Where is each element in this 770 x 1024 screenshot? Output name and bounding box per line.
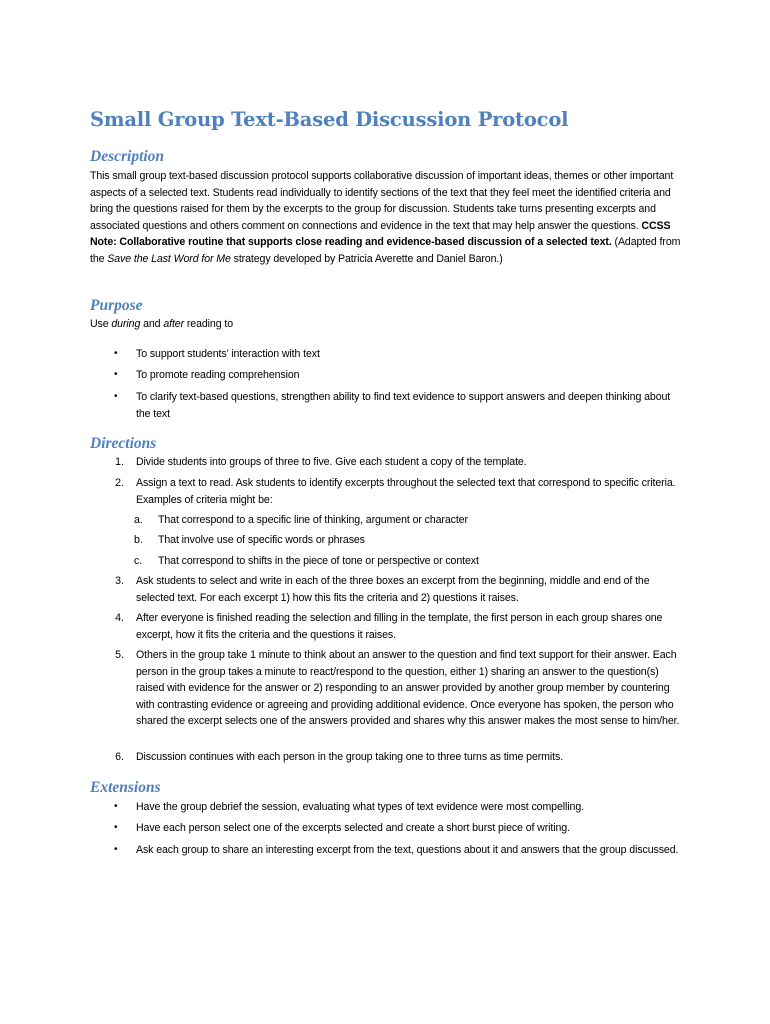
direction-number: 1 . [112, 454, 124, 471]
purpose-intro-during: during [111, 318, 141, 330]
purpose-heading: Purpose [90, 297, 143, 314]
direction-number: 6 . [112, 749, 124, 766]
direction-item: After everyone is finished reading the selection and filling in the template, the first person in each group shares one excerpt, how it fits the criteria and the questions it raises. [136, 612, 663, 641]
purpose-intro [90, 316, 233, 333]
direction-number: 5 . [112, 647, 124, 664]
purpose-item: To clarify text-based questions, strengthen ability to find text evidence to support answers and deepen thinking about the text [136, 391, 671, 420]
criteria-letter: a . [134, 512, 143, 529]
purpose-bullet-icon: • [114, 391, 118, 402]
extension-bullet-icon: • [114, 801, 118, 812]
extension-item: Have the group debrief the session, evaluating what types of text evidence were most compelling. [136, 801, 584, 813]
purpose-item: To support students’ interaction with text [136, 348, 320, 360]
description-heading: Description [90, 148, 165, 165]
direction-number: 4 . [112, 610, 124, 627]
extension-bullet-icon: • [114, 844, 118, 855]
strategy-title: Save the Last Word for Me [107, 252, 231, 265]
ccss-note: CCSS Note: Collaborative routine that supports close reading and evidence-based discussion of a selected text. [90, 219, 671, 249]
direction-item: Divide students into groups of three to five. Give each student a copy of the template. [136, 456, 527, 468]
adapted-credit-text: strategy developed by Patricia Averette and Daniel Baron.) [233, 252, 503, 265]
purpose-bullet-icon: • [114, 348, 118, 359]
direction-item: Discussion continues with each person in the group taking one to three turns as time permits. [136, 751, 564, 763]
extension-item: Ask each group to share an interesting excerpt from the text, questions about it and answers that the group discussed. [136, 844, 679, 856]
criteria-item: That correspond to shifts in the piece of tone or perspective or context [158, 555, 479, 567]
extension-bullet-icon: • [114, 822, 118, 833]
purpose-intro-after: after [163, 318, 185, 330]
direction-item: Others in the group take 1 minute to think about an answer to the question and find text support for their answer. Each person in the group takes a minute to react/respond to the question, either 1) sharing an answer to the question(s) raised with evidence for the answer or 2) responding to an answer provided by another group member by countering with contrasting evidence or agreeing and providing additional evidence. Once everyone has spoken, the person who shared the excerpt selects one of the answers provided and shares why this answer makes the most sense to him/her. [136, 649, 680, 728]
criteria-letter: b . [134, 532, 143, 549]
extensions-heading: Extensions [90, 779, 161, 796]
criteria-item: That involve use of specific words or phrases [158, 534, 365, 546]
criteria-letter: c . [134, 553, 142, 570]
criteria-item: That correspond to a specific line of thinking, argument or character [158, 514, 468, 526]
direction-item: Ask students to select and write in each of the three boxes an excerpt from the beginning, middle and end of the selected text. For each excerpt 1) how this fits the criteria and 2) questions it raises. [136, 575, 650, 604]
purpose-intro-reading: reading to [186, 318, 233, 330]
description-text: This small group text-based discussion protocol supports collaborative discussion of important ideas, themes or other important aspects of a selected text. Students read individually to identify sections of the text that they feel meet the identified criteria and bring the questions raised for them by the excerpts to the group for discussion. Students take turns presenting excerpts and associated questions and others comment on connections and evidence in the text that may help answer the questions. [90, 170, 674, 232]
extension-item: Have each person select one of the excerpts selected and create a short burst piece of writing. [136, 822, 570, 834]
direction-number: 2 . [112, 475, 124, 492]
purpose-item: To promote reading comprehension [136, 369, 300, 381]
adapted-from-text: (Adapted from the [90, 236, 681, 265]
direction-number: 3 . [112, 573, 124, 590]
direction-item: Assign a text to read. Ask students to identify excerpts throughout the selected text that correspond to specific criteria. Examples of criteria might be: [136, 477, 676, 506]
directions-heading: Directions [90, 435, 157, 452]
purpose-intro-and: and [143, 318, 161, 330]
description-paragraph [90, 168, 682, 268]
purpose-intro-use: Use [90, 318, 109, 330]
page-title: Small Group Text-Based Discussion Protocol [90, 108, 569, 131]
purpose-bullet-icon: • [114, 369, 118, 380]
